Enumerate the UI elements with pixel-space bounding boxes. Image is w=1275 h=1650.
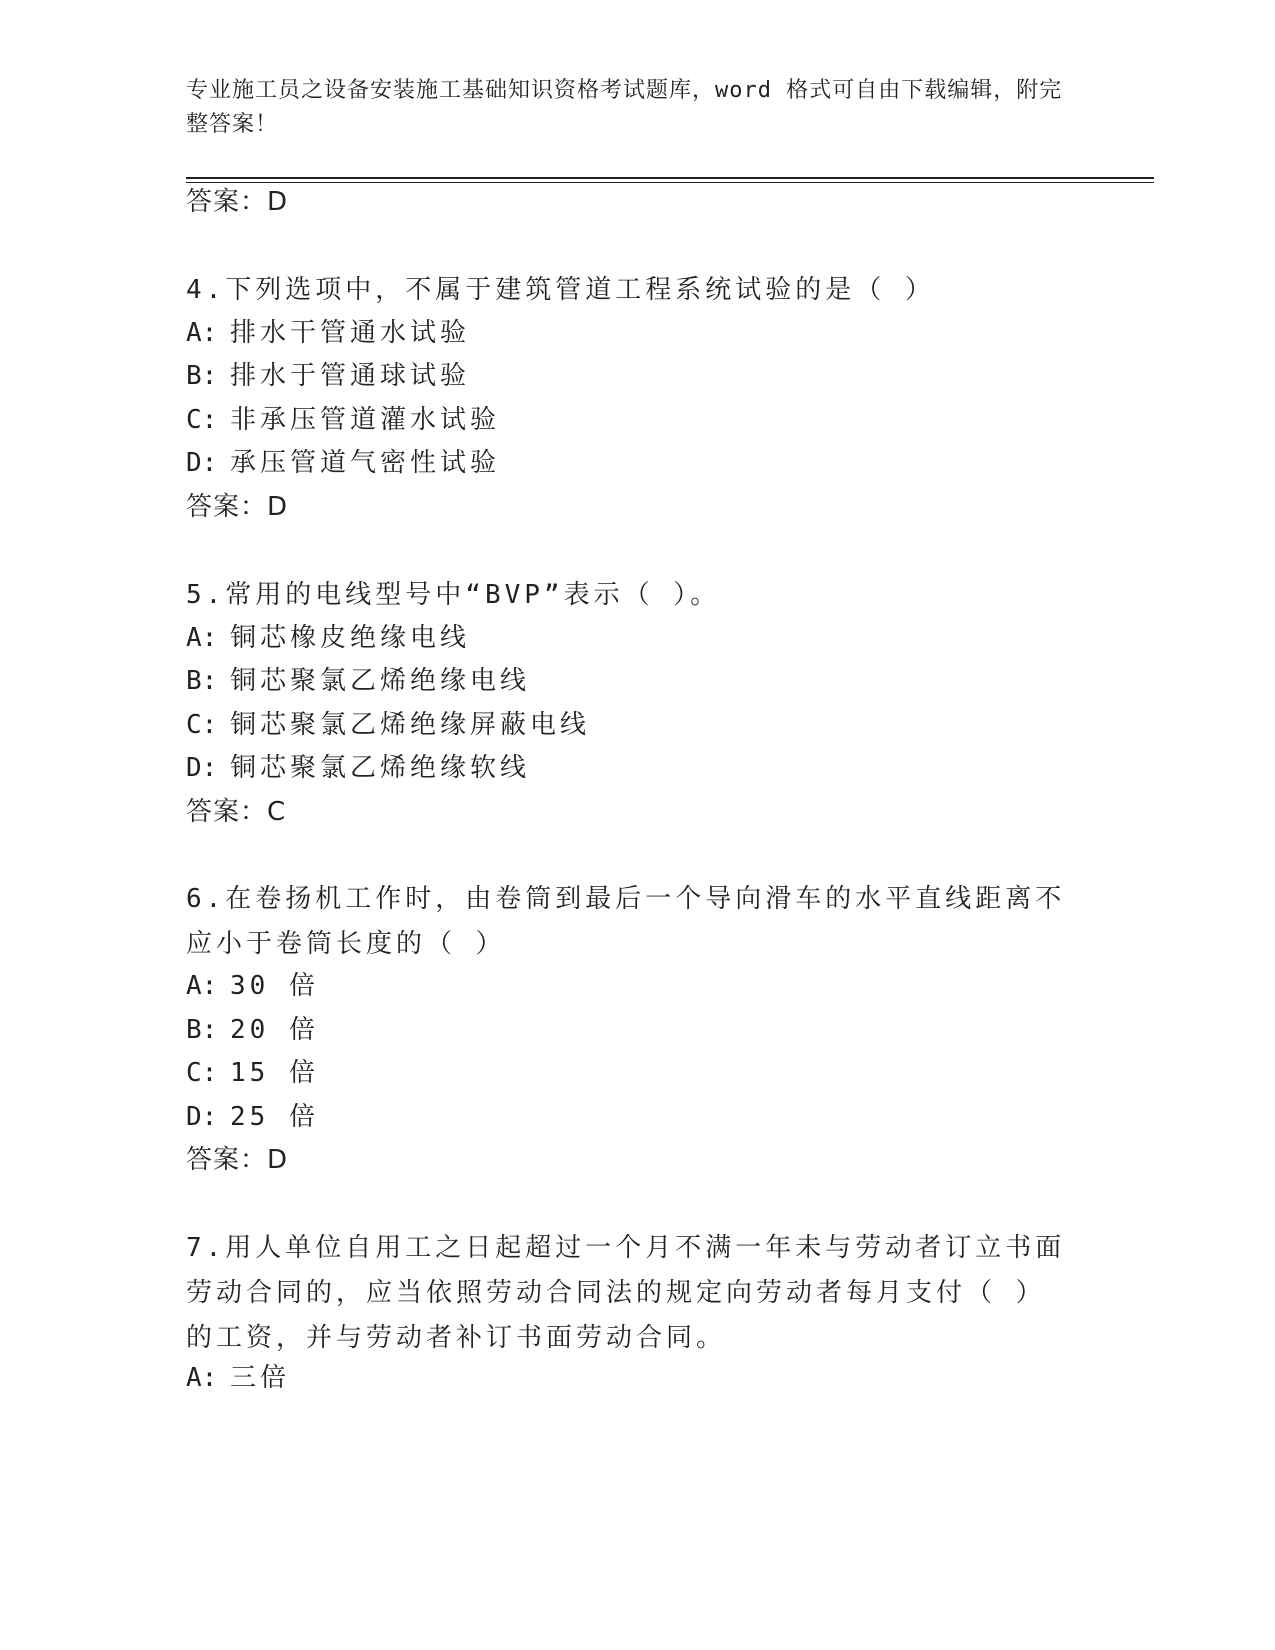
option-letter: C: (186, 1058, 218, 1088)
option-text: 30 倍 (230, 971, 319, 1001)
question-7-text: 7.用人单位自用工之日起超过一个月不满一年未与劳动者订立书面劳动合同的，应当依照劳动合同法的规定向劳动者每月支付（ ）的工资，并与劳动者补订书面劳动合同。 (186, 1233, 1066, 1353)
question-5-text: 5.常用的电线型号中“BVP”表示（ ）。 (186, 580, 721, 610)
question-4-text: 4.下列选项中，不属于建筑管道工程系统试验的是（ ） (186, 275, 935, 305)
question-5-option-c (186, 707, 590, 743)
question-6-option-c (186, 1055, 319, 1091)
option-letter: A: (186, 318, 218, 348)
option-text: 25 倍 (230, 1102, 319, 1132)
option-letter: D: (186, 1102, 218, 1132)
option-text: 铜芯聚氯乙烯绝缘屏蔽电线 (230, 710, 591, 740)
option-letter: B: (186, 666, 218, 696)
question-7-option-a (186, 1360, 290, 1396)
question-6-option-a (186, 968, 319, 1004)
question-5-option-a (186, 620, 470, 656)
answer-q5: 答案：C (186, 797, 287, 827)
question-5-option-b (186, 663, 530, 699)
option-text: 铜芯橡皮绝缘电线 (230, 623, 471, 653)
answer-q3: 答案：D (186, 187, 289, 217)
option-text: 三倍 (230, 1363, 291, 1393)
question-5-option-d (186, 750, 530, 786)
question-6-text: 6.在卷扬机工作时，由卷筒到最后一个导向滑车的水平直线距离不应小于卷筒长度的（ ） (186, 884, 1066, 959)
question-4-option-b (186, 358, 470, 394)
option-text: 铜芯聚氯乙烯绝缘电线 (230, 666, 531, 696)
question-4-option-c (186, 402, 500, 438)
option-letter: C: (186, 405, 218, 435)
option-text: 15 倍 (230, 1058, 319, 1088)
header-note: 专业施工员之设备安装施工基础知识资格考试题库，word 格式可自由下载编辑，附完整答案！ (186, 78, 1063, 137)
option-text: 非承压管道灌水试验 (230, 405, 501, 435)
option-letter: A: (186, 1363, 218, 1393)
option-letter: D: (186, 753, 218, 783)
option-text: 铜芯聚氯乙烯绝缘软线 (230, 753, 531, 783)
answer-q6: 答案：D (186, 1145, 289, 1175)
option-letter: A: (186, 971, 218, 1001)
option-text: 承压管道气密性试验 (230, 448, 501, 478)
question-4-option-d (186, 445, 500, 481)
option-text: 排水于管通球试验 (230, 361, 471, 391)
option-letter: D: (186, 448, 218, 478)
header-divider (186, 177, 1154, 179)
question-6-option-b (186, 1012, 319, 1048)
question-4-option-a (186, 315, 470, 351)
option-text: 排水干管通水试验 (230, 318, 471, 348)
option-letter: C: (186, 710, 218, 740)
option-letter: B: (186, 1015, 218, 1045)
answer-q4: 答案：D (186, 492, 289, 522)
question-6-option-d (186, 1099, 319, 1135)
option-letter: B: (186, 361, 218, 391)
header-divider-thin (186, 182, 1154, 183)
option-letter: A: (186, 623, 218, 653)
option-text: 20 倍 (230, 1015, 319, 1045)
